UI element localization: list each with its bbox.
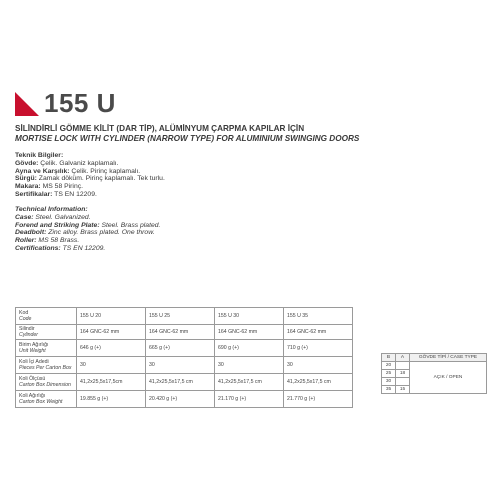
table-cell: 164 GNC-62 mm: [77, 325, 146, 340]
table-cell: 41,2x25,5x17,5 cm: [146, 374, 215, 391]
header-b: B: [382, 354, 396, 362]
table-cell: 155 U 20: [77, 308, 146, 325]
table-cell: 164 GNC-62 mm: [215, 325, 284, 340]
row-label: Koli Ölçüsü Carton Box Dimension: [16, 374, 77, 391]
table-cell: 155 U 30: [215, 308, 284, 325]
table-cell: 20: [382, 362, 396, 370]
row-label: Koli Ağırlığı Carton Box Weight: [16, 391, 77, 408]
table-row: [16, 391, 353, 408]
table-cell: 30: [77, 357, 146, 374]
technical-en-block: [15, 206, 160, 253]
table-cell: 25: [382, 370, 396, 378]
table-cell: 646 g (+): [77, 340, 146, 357]
table-cell: 30: [382, 378, 396, 386]
row-label: Koli İçi Adedi Pieces Per Carton Box: [16, 357, 77, 374]
row-label: Silindir Cylinder: [16, 325, 77, 340]
table-cell: [396, 378, 410, 386]
table-cell: 21.170 g (+): [215, 391, 284, 408]
table-cell: [396, 362, 410, 370]
size-table: [381, 353, 487, 394]
technical-en-line: Deadbolt: Zinc alloy. Brass plated. One throw.: [15, 229, 155, 237]
table-cell: 41,2x25,5x17,5 cm: [284, 374, 353, 391]
technical-en-line: Case: Steel. Galvanized.: [15, 213, 91, 221]
table-cell: 155 U 25: [146, 308, 215, 325]
technical-tr-line: Gövde: Çelik. Galvaniz kaplamalı.: [15, 159, 119, 167]
table-cell: 665 g (+): [146, 340, 215, 357]
red-triangle-logo: [15, 92, 39, 116]
technical-tr-line: Sürgü: Zamak döküm. Pirinç kaplamalı. Tek turlu.: [15, 175, 165, 183]
header-case-type: GÖVDE TİPİ / CASE TYPE: [410, 354, 487, 362]
row-label: Birim Ağırlığı Unit Weight: [16, 340, 77, 357]
table-row: [16, 357, 353, 374]
table-cell: 41,2x25,5x17,5cm: [77, 374, 146, 391]
table-row: [16, 340, 353, 357]
product-code: 155 U: [44, 88, 116, 118]
technical-tr-block: [15, 152, 165, 199]
technical-tr-line: Makara: MS 58 Pirinç.: [15, 183, 84, 191]
product-title-tr: SİLİNDİRLİ GÖMME KİLİT (DAR TİP), ALÜMİNYUM ÇARPMA KAPILAR İÇİN: [15, 124, 305, 133]
table-cell: 30: [146, 357, 215, 374]
table-cell: 164 GNC-62 mm: [284, 325, 353, 340]
technical-en-line: Roller: MS 58 Brass.: [15, 237, 80, 245]
table-cell: 35: [382, 386, 396, 394]
row-label: Kod Code: [16, 308, 77, 325]
table-cell: 19.855 g (+): [77, 391, 146, 408]
case-type-cell: AÇIK / OPEN: [410, 362, 487, 394]
table-cell: 164 GNC-62 mm: [146, 325, 215, 340]
table-cell: 30: [284, 357, 353, 374]
table-cell: 15: [396, 386, 410, 394]
table-cell: 155 U 35: [284, 308, 353, 325]
table-cell: 41,2x25,5x17,5 cm: [215, 374, 284, 391]
technical-tr-line: Ayna ve Karşılık: Çelik. Pirinç kaplamalı.: [15, 167, 141, 175]
table-row: [16, 308, 353, 325]
technical-tr-line: Sertifikalar: TS EN 12209.: [15, 190, 97, 198]
table-row: [16, 325, 353, 340]
table-cell: 20.420 g (+): [146, 391, 215, 408]
header-a: A: [396, 354, 410, 362]
table-header-row: [382, 354, 487, 362]
spec-table: [15, 307, 353, 408]
table-cell: 30: [215, 357, 284, 374]
table-row: [382, 362, 487, 370]
technical-en-line: Certifications: TS EN 12209.: [15, 244, 106, 252]
technical-en-line: Forend and Striking Plate: Steel. Brass plated.: [15, 221, 161, 229]
table-cell: 710 g (+): [284, 340, 353, 357]
table-cell: 690 g (+): [215, 340, 284, 357]
table-cell: 21.770 g (+): [284, 391, 353, 408]
technical-en-title: Technical Information:: [15, 206, 88, 213]
product-title-en: MORTISE LOCK WITH CYLINDER (NARROW TYPE) FOR ALUMINIUM SWINGING DOORS: [15, 134, 360, 143]
technical-tr-title: Teknik Bilgiler:: [15, 152, 64, 159]
table-cell: 18: [396, 370, 410, 378]
table-row: [16, 374, 353, 391]
